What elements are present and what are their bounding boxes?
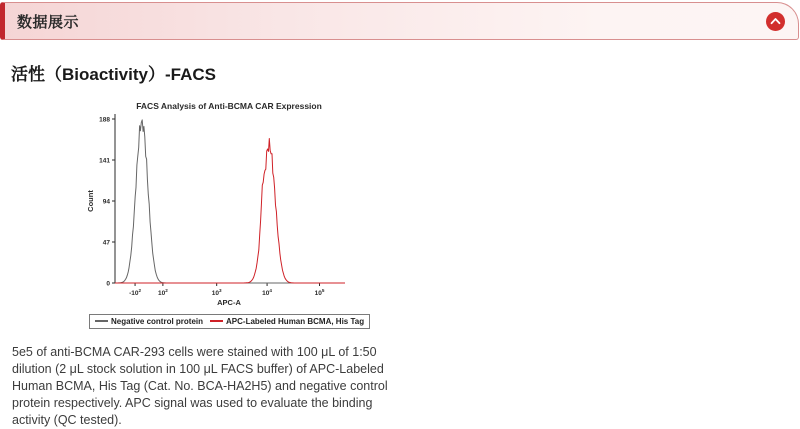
legend-item <box>95 317 203 326</box>
svg-text:FACS Analysis of Anti-BCMA CAR: FACS Analysis of Anti-BCMA CAR Expression <box>136 101 322 111</box>
legend-line-swatch <box>210 320 223 322</box>
svg-text:105: $10^5$ <box>314 288 325 297</box>
facs-chart-figure <box>85 99 365 329</box>
svg-text:103: $10^3$ <box>211 288 222 297</box>
svg-text:-102: $-10^2$ <box>129 288 142 297</box>
svg-text:102: $10^2$ <box>157 288 168 297</box>
section-header-title: 数据展示 <box>17 13 80 31</box>
legend-label: APC-Labeled Human BCMA, His Tag <box>226 316 365 326</box>
svg-text:0: 0 <box>106 280 110 288</box>
collapse-button[interactable] <box>766 12 785 31</box>
svg-text:141: 141 <box>99 157 110 165</box>
chevron-up-icon <box>770 17 781 25</box>
facs-histogram-plot <box>85 99 353 309</box>
svg-text:104: $10^4$ <box>262 288 272 297</box>
page-title: 活性（Bioactivity）-FACS <box>11 65 216 84</box>
svg-text:188: 188 <box>99 116 110 124</box>
legend-item <box>210 317 364 326</box>
chart-legend <box>89 314 370 329</box>
legend-label: Negative control protein <box>111 316 204 326</box>
svg-text:94: 94 <box>102 198 110 206</box>
svg-text:47: 47 <box>102 239 110 247</box>
description-text: 5e5 of anti-BCMA CAR-293 cells were stained with 100 μL of 1:50 dilution (2 μL stock solution in 100 μL FACS buffer) of APC-Labeled Human BCMA, His Tag (Cat. No. BCA-HA2H5) and negative control protein respectively. APC signal was used to evaluate the binding activity (QC tested). <box>12 344 388 427</box>
data-display-section-header[interactable] <box>0 2 799 40</box>
legend-line-swatch <box>95 320 108 322</box>
svg-text:Count: Count <box>86 190 95 212</box>
svg-text:APC-A: APC-A <box>217 298 241 307</box>
